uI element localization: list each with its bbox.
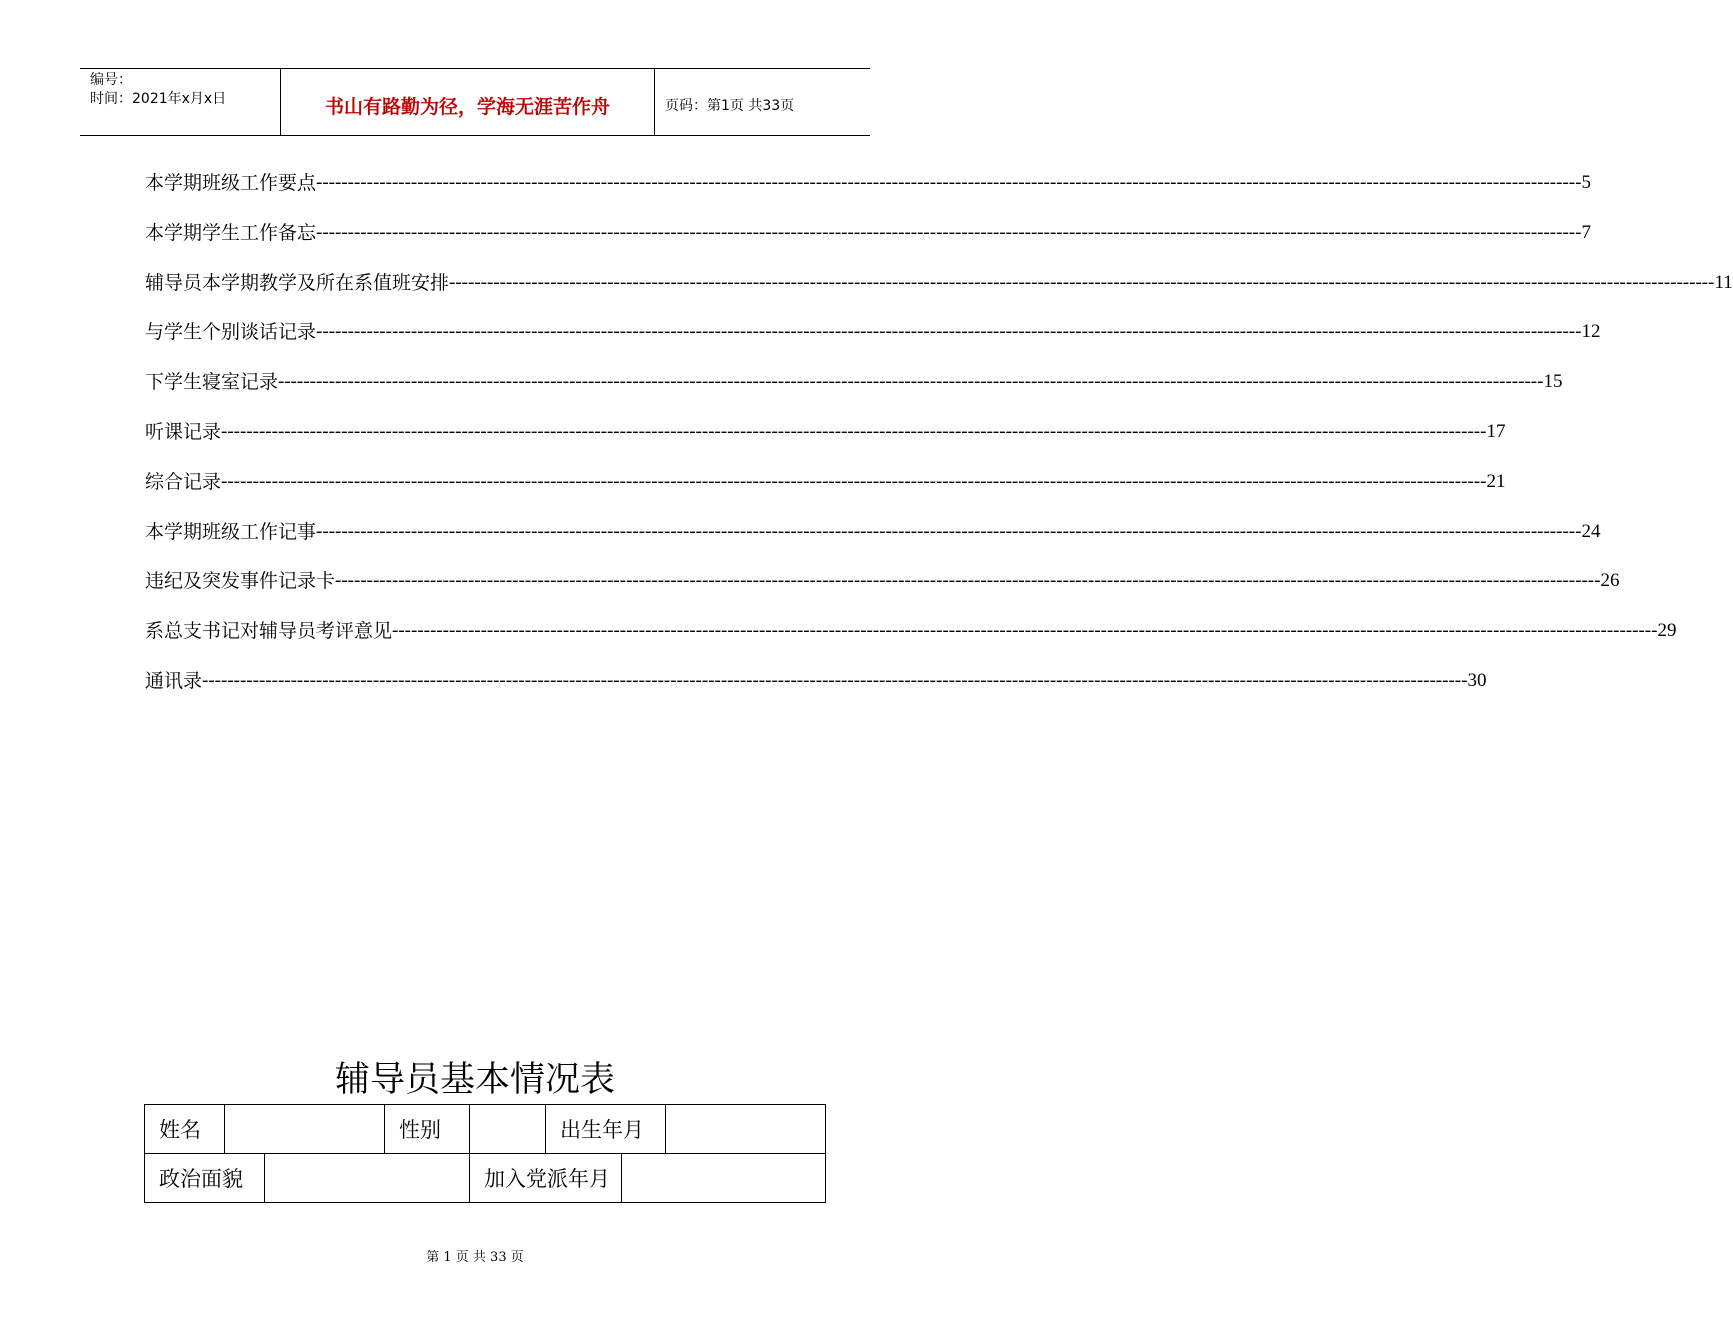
page-footer: 第 1 页 共 33 页 xyxy=(426,1250,524,1265)
toc-leader: -------------------------------------------------------------------------------------------------------------------------------------------------------------------------------------------------------- xyxy=(392,620,1658,642)
toc-item-title: 综合记录 xyxy=(145,470,222,493)
gender-label: 性别 xyxy=(385,1105,470,1154)
page-header xyxy=(80,68,870,136)
toc-item-title: 听课记录 xyxy=(145,420,222,443)
toc-leader: -------------------------------------------------------------------------------------------------------------------------------------------------------------------------------------------------------- xyxy=(316,321,1582,343)
toc-item-title: 本学期班级工作记事 xyxy=(145,520,317,543)
counselor-info-table xyxy=(144,1104,826,1203)
toc-item xyxy=(145,367,1563,417)
toc-leader: -------------------------------------------------------------------------------------------------------------------------------------------------------------------------------------------------------- xyxy=(202,669,1468,691)
toc-item xyxy=(145,467,1506,517)
birth-value-cell[interactable] xyxy=(666,1105,826,1154)
header-motto: 书山有路勤为径，学海无涯苦作舟 xyxy=(281,69,655,135)
toc-item-title: 辅导员本学期教学及所在系值班安排 xyxy=(145,271,450,294)
toc-item-page: 24 xyxy=(1581,520,1601,542)
toc-item-page: 30 xyxy=(1467,669,1487,691)
toc-item-page: 29 xyxy=(1657,620,1677,642)
header-meta xyxy=(80,69,281,135)
toc-item-page: 17 xyxy=(1486,420,1506,442)
toc-item xyxy=(145,616,1677,666)
gender-value-cell[interactable] xyxy=(470,1105,546,1154)
toc-item-title: 违纪及突发事件记录卡 xyxy=(145,570,336,593)
toc-leader: -------------------------------------------------------------------------------------------------------------------------------------------------------------------------------------------------------- xyxy=(316,172,1582,193)
name-label: 姓名 xyxy=(145,1105,225,1154)
toc-item-title: 下学生寝室记录 xyxy=(145,371,279,394)
header-page-info: 页码：第1页 共33页 xyxy=(665,98,795,114)
toc-leader: -------------------------------------------------------------------------------------------------------------------------------------------------------------------------------------------------------- xyxy=(449,271,1715,293)
toc-item xyxy=(145,268,1733,318)
toc-leader: -------------------------------------------------------------------------------------------------------------------------------------------------------------------------------------------------------- xyxy=(221,470,1487,492)
toc-leader: -------------------------------------------------------------------------------------------------------------------------------------------------------------------------------------------------------- xyxy=(221,420,1487,442)
birth-label: 出生年月 xyxy=(546,1105,666,1154)
toc-item xyxy=(145,317,1601,367)
toc-item-page: 15 xyxy=(1543,371,1563,393)
toc-item-title: 与学生个别谈话记录 xyxy=(145,321,317,344)
info-row-political xyxy=(145,1154,826,1203)
time-label: 时间：2021年x月x日 xyxy=(90,91,227,107)
toc-item-title: 通讯录 xyxy=(145,669,203,692)
toc-item-page: 12 xyxy=(1581,321,1601,343)
toc-item xyxy=(145,517,1601,567)
toc-item xyxy=(145,218,1591,268)
toc-item xyxy=(145,417,1506,467)
toc-item-page: 5 xyxy=(1581,172,1591,193)
toc-item-page: 11 xyxy=(1714,271,1733,293)
toc-leader: -------------------------------------------------------------------------------------------------------------------------------------------------------------------------------------------------------- xyxy=(335,570,1601,592)
toc-item-title: 系总支书记对辅导员考评意见 xyxy=(145,620,393,643)
toc-item xyxy=(145,666,1487,716)
toc-item-title: 本学期学生工作备忘 xyxy=(145,221,317,244)
toc-item xyxy=(145,168,1591,218)
number-label: 编号： xyxy=(90,72,132,88)
toc-leader: -------------------------------------------------------------------------------------------------------------------------------------------------------------------------------------------------------- xyxy=(278,371,1544,393)
toc-item-title: 本学期班级工作要点 xyxy=(145,172,317,194)
toc-leader: -------------------------------------------------------------------------------------------------------------------------------------------------------------------------------------------------------- xyxy=(316,221,1582,243)
toc-item-page: 26 xyxy=(1600,570,1620,592)
party-join-value-cell[interactable] xyxy=(622,1154,826,1203)
political-value-cell[interactable] xyxy=(265,1154,470,1203)
political-label: 政治面貌 xyxy=(145,1154,265,1203)
party-join-label: 加入党派年月 xyxy=(470,1154,622,1203)
toc-item-page: 21 xyxy=(1486,470,1506,492)
info-row-basic xyxy=(145,1105,826,1154)
toc-item-page: 7 xyxy=(1581,221,1591,243)
table-of-contents xyxy=(145,168,1733,716)
form-title: 辅导员基本情况表 xyxy=(334,1060,615,1100)
name-value-cell[interactable] xyxy=(225,1105,385,1154)
toc-item xyxy=(145,566,1620,616)
toc-leader: -------------------------------------------------------------------------------------------------------------------------------------------------------------------------------------------------------- xyxy=(316,520,1582,542)
